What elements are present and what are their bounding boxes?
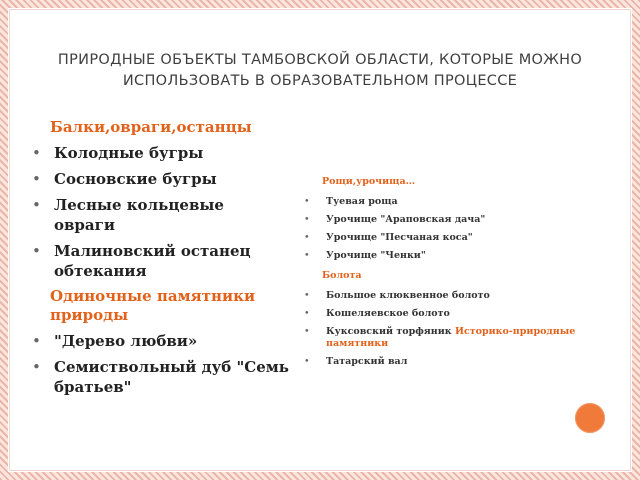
- heading-ravines: Балки,овраги,останцы: [50, 118, 252, 136]
- list-item-text: Куксовский торфяник: [326, 326, 452, 337]
- list-item: • Урочище "Песчаная коса": [300, 232, 600, 244]
- list-item: [300, 326, 600, 350]
- list-swamps: [300, 290, 600, 368]
- list-item: • Большое клюквенное болото: [300, 290, 600, 302]
- list-ravines: [30, 143, 290, 281]
- list-item: • Малиновский останец обтекания: [30, 241, 290, 281]
- heading-historic-natural: Историко-природные памятники: [326, 326, 576, 349]
- decorative-circle: [575, 403, 605, 433]
- right-column: [300, 176, 600, 376]
- list-groves: [300, 196, 600, 262]
- list-item: • Кошеляевское болото: [300, 308, 600, 320]
- list-item: • "Дерево любви»: [30, 331, 290, 351]
- list-item: • Семиствольный дуб "Семь братьев": [30, 357, 290, 397]
- list-item: • Урочище "Араповская дача": [300, 214, 600, 226]
- list-item: • Урочище "Ченки": [300, 250, 600, 262]
- list-item: • Сосновские бугры: [30, 169, 290, 189]
- list-single-monuments: [30, 331, 290, 397]
- list-item: • Туевая роща: [300, 196, 600, 208]
- heading-single-monuments: Одиночные памятники природы: [50, 287, 256, 324]
- list-item: • Лесные кольцевые овраги: [30, 195, 290, 235]
- list-item: • Колодные бугры: [30, 143, 290, 163]
- list-item: • Татарский вал: [300, 356, 600, 368]
- heading-groves: Рощи,урочища…: [322, 176, 416, 187]
- heading-swamps: Болота: [322, 270, 362, 281]
- slide-title: ПРИРОДНЫЕ ОБЪЕКТЫ ТАМБОВСКОЙ ОБЛАСТИ, КОТОРЫЕ МОЖНО ИСПОЛЬЗОВАТЬ В ОБРАЗОВАТЕЛЬНОМ ПРОЦЕССЕ: [57, 52, 583, 89]
- left-column: [30, 118, 290, 403]
